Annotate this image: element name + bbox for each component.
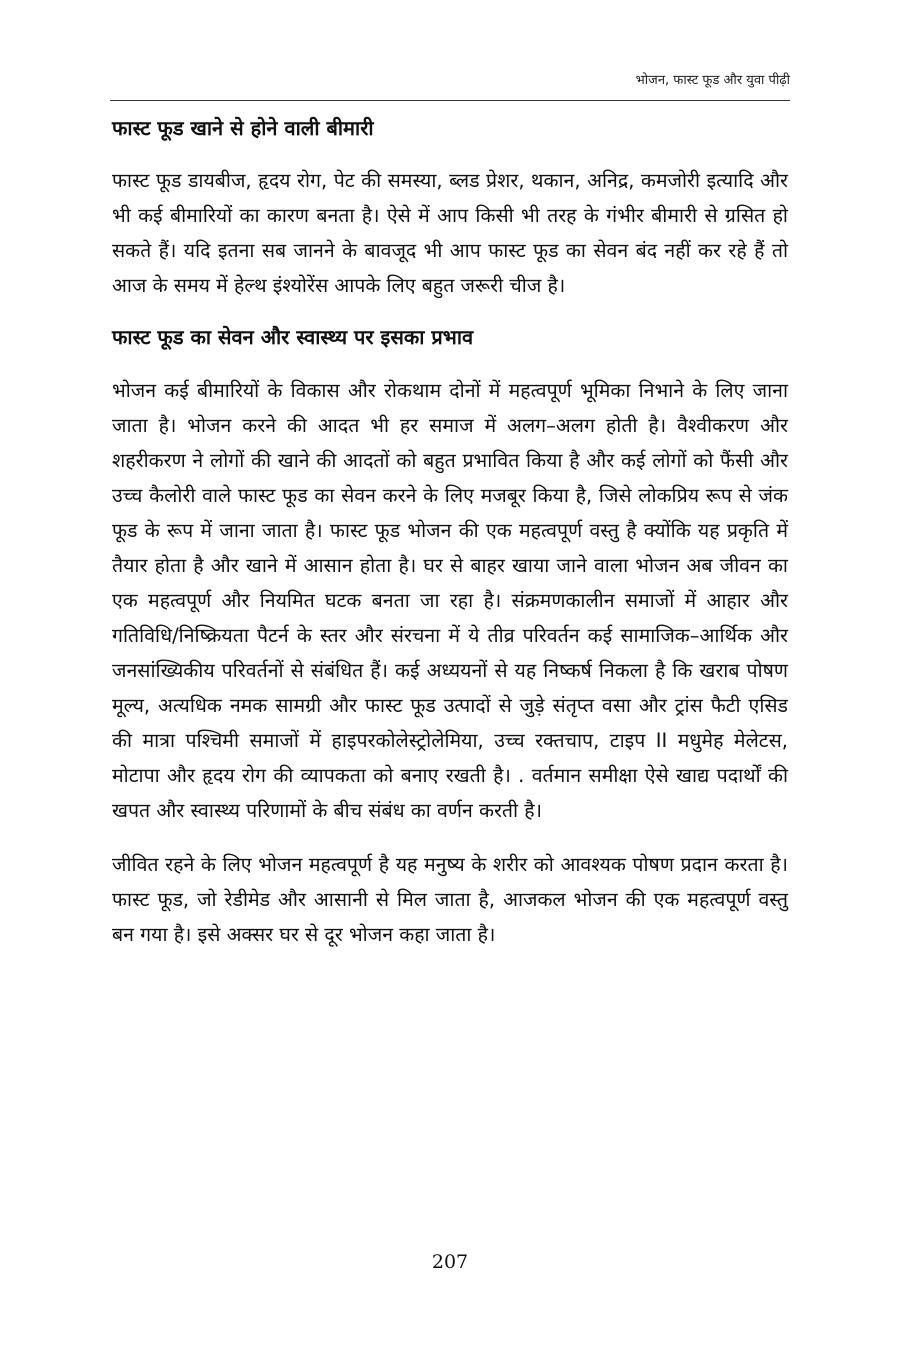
running-header: भोजन, फास्ट फूड और युवा पीढ़ी	[635, 73, 790, 88]
paragraph-diseases: फास्ट फूड डायबीज, हृदय रोग, पेट की समस्या, ब्लड प्रेशर, थकान, अनिद्र, कमजोरी इत्यादि और भी कई बीमारियों का कारण बनता है। ऐसे में आप किसी भी तरह के गंभीर बीमारी से ग्रसित हो सकते हैं। यदि इतना सब जानने के बावजूद भी आप फास्ट फूड का सेवन बंद नहीं कर रहे हैं तो आज के समय में हेल्थ इंश्योरेंस आपके लिए बहुत जरूरी चीज है।	[112, 169, 788, 297]
paragraph-food-importance: जीवित रहने के लिए भोजन महत्वपूर्ण है यह मनुष्य के शरीर को आवश्यक पोषण प्रदान करता है। फास्ट फूड, जो रेडीमेड और आसानी से मिल जाता है, आजकल भोजन की एक महत्वपूर्ण वस्तु बन गया है। इसे अक्सर घर से दूर भोजन कहा जाता है।	[112, 853, 788, 946]
paragraph-health-impact: भोजन कई बीमारियों के विकास और रोकथाम दोनों में महत्वपूर्ण भूमिका निभाने के लिए जाना जाता है। भोजन करने की आदत भी हर समाज में अलग–अलग होती है। वैश्वीकरण और शहरीकरण ने लोगों की खाने की आदतों को बहुत प्रभावित किया है और कई लोगों को फैंसी और उच्च कैलोरी वाले फास्ट फूड का सेवन करने के लिए मजबूर किया है, जिसे लोकप्रिय रूप से जंक फूड के रूप में जाना जाता है। फास्ट फूड भोजन की एक महत्वपूर्ण वस्तु है क्योंकि यह प्रकृति में तैयार होता है और खाने में आसान होता है। घर से बाहर खाया जाने वाला भोजन अब जीवन का एक महत्वपूर्ण और नियमित घटक बनता जा रहा है। संक्रमणकालीन समाजों में आहार और गतिविधि/निष्क्रियता पैटर्न के स्तर और संरचना में ये तीव्र परिवर्तन कई सामाजिक–आर्थिक और जनसांख्यिकीय परिवर्तनों से संबंधित हैं। कई अध्ययनों से यह निष्कर्ष निकला है कि खराब पोषण मूल्य, अत्यधिक नमक सामग्री और फास्ट फूड उत्पादों से जुड़े संतृप्त वसा और ट्रांस फैटी एसिड की मात्रा पश्चिमी समाजों में हाइपरकोलेस्ट्रोलेमिया, उच्च रक्तचाप, टाइप II मधुमेह मेलेटस, मोटापा और हृदय रोग की व्यापकता को बनाए रखती है। . वर्तमान समीक्षा ऐसे खाद्य पदार्थों की खपत और स्वास्थ्य परिणामों के बीच संबंध का वर्णन करती है।	[112, 379, 788, 822]
section-heading-diseases: फास्ट फूड खाने से होने वाली बीमारी	[112, 116, 374, 140]
page-body	[112, 112, 788, 952]
section-heading-health-impact: फास्ट फूड का सेवन और स्वास्थ्य पर इसका प्रभाव	[112, 325, 474, 349]
header-divider	[110, 100, 790, 101]
page-number: 207	[431, 1251, 469, 1273]
